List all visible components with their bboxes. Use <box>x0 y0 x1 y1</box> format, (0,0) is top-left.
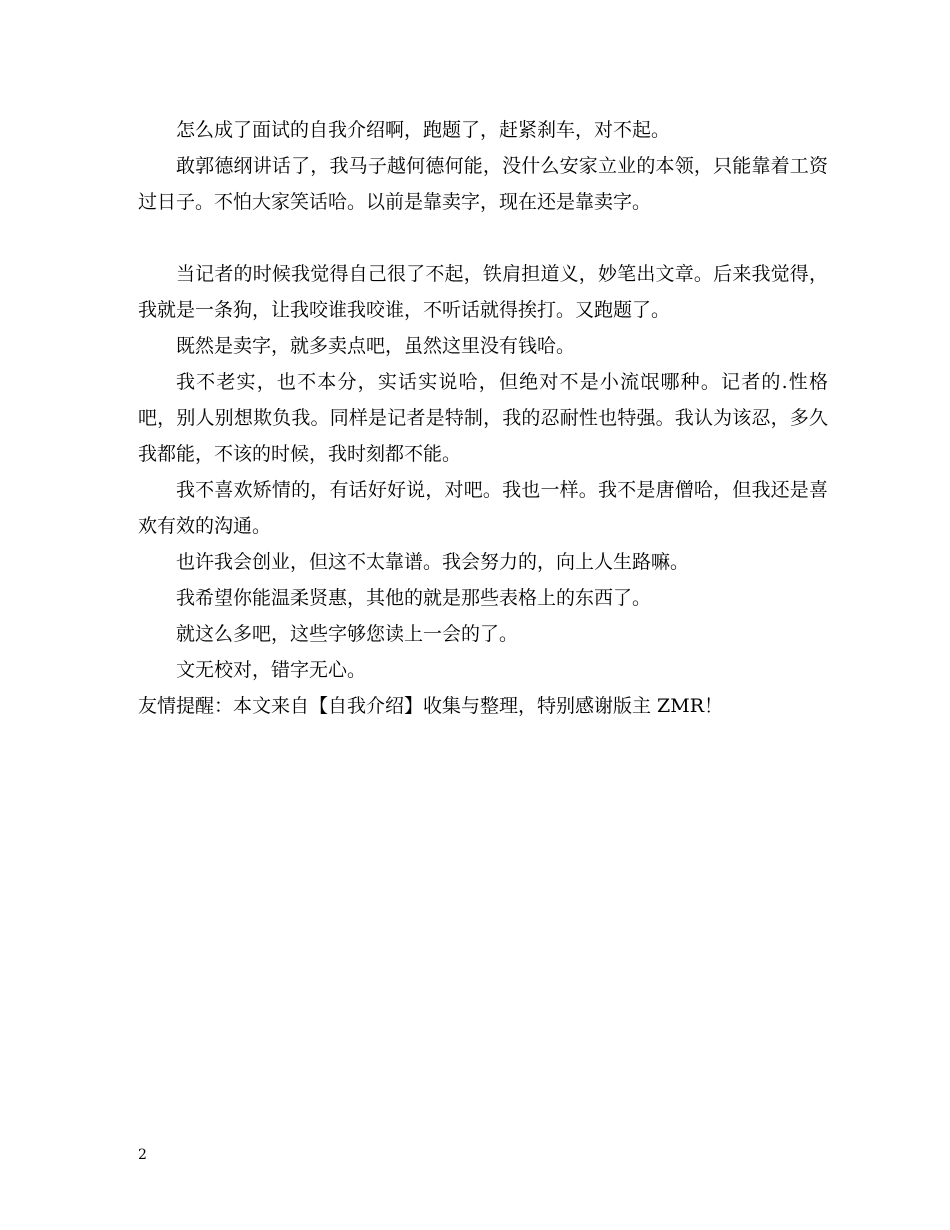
paragraph: 文无校对，错字无心。 <box>176 659 367 681</box>
paragraph: 我不喜欢矫情的，有话好好说，对吧。我也一样。我不是唐僧哈，但我还是喜欢有效的沟通。 <box>138 479 828 537</box>
paragraph: 怎么成了面试的自我介绍啊，跑题了，赶紧刹车，对不起。 <box>176 119 671 141</box>
paragraph: 既然是卖字，就多卖点吧，虽然这里没有钱哈。 <box>176 335 576 357</box>
paragraph: 敢郭德纲讲话了，我马子越何德何能，没什么安家立业的本领，只能靠着工资过日子。不怕大家笑话哈。以前是靠卖字，现在还是靠卖字。 <box>138 155 828 213</box>
paragraph: 也许我会创业，但这不太靠谱。我会努力的，向上人生路嘛。 <box>176 551 690 573</box>
paragraph: 我希望你能温柔贤惠，其他的就是那些表格上的东西了。 <box>176 587 652 609</box>
paragraph: 就这么多吧，这些字够您读上一会的了。 <box>176 623 519 645</box>
document-body <box>138 112 828 724</box>
footer-note: 友情提醒：本文来自【自我介绍】收集与整理，特别感谢版主 ZMR！ <box>138 695 724 717</box>
paragraph: 当记者的时候我觉得自己很了不起，铁肩担道义，妙笔出文章。后来我觉得，我就是一条狗，让我咬谁我咬谁，不听话就得挨打。又跑题了。 <box>138 263 828 321</box>
paragraph: 我不老实，也不本分，实话实说哈，但绝对不是小流氓哪种。记者的.性格吧，别人别想欺负我。同样是记者是特制，我的忍耐性也特强。我认为该忍，多久我都能，不该的时候，我时刻都不能。 <box>138 371 828 465</box>
page-number: 2 <box>138 1147 147 1163</box>
